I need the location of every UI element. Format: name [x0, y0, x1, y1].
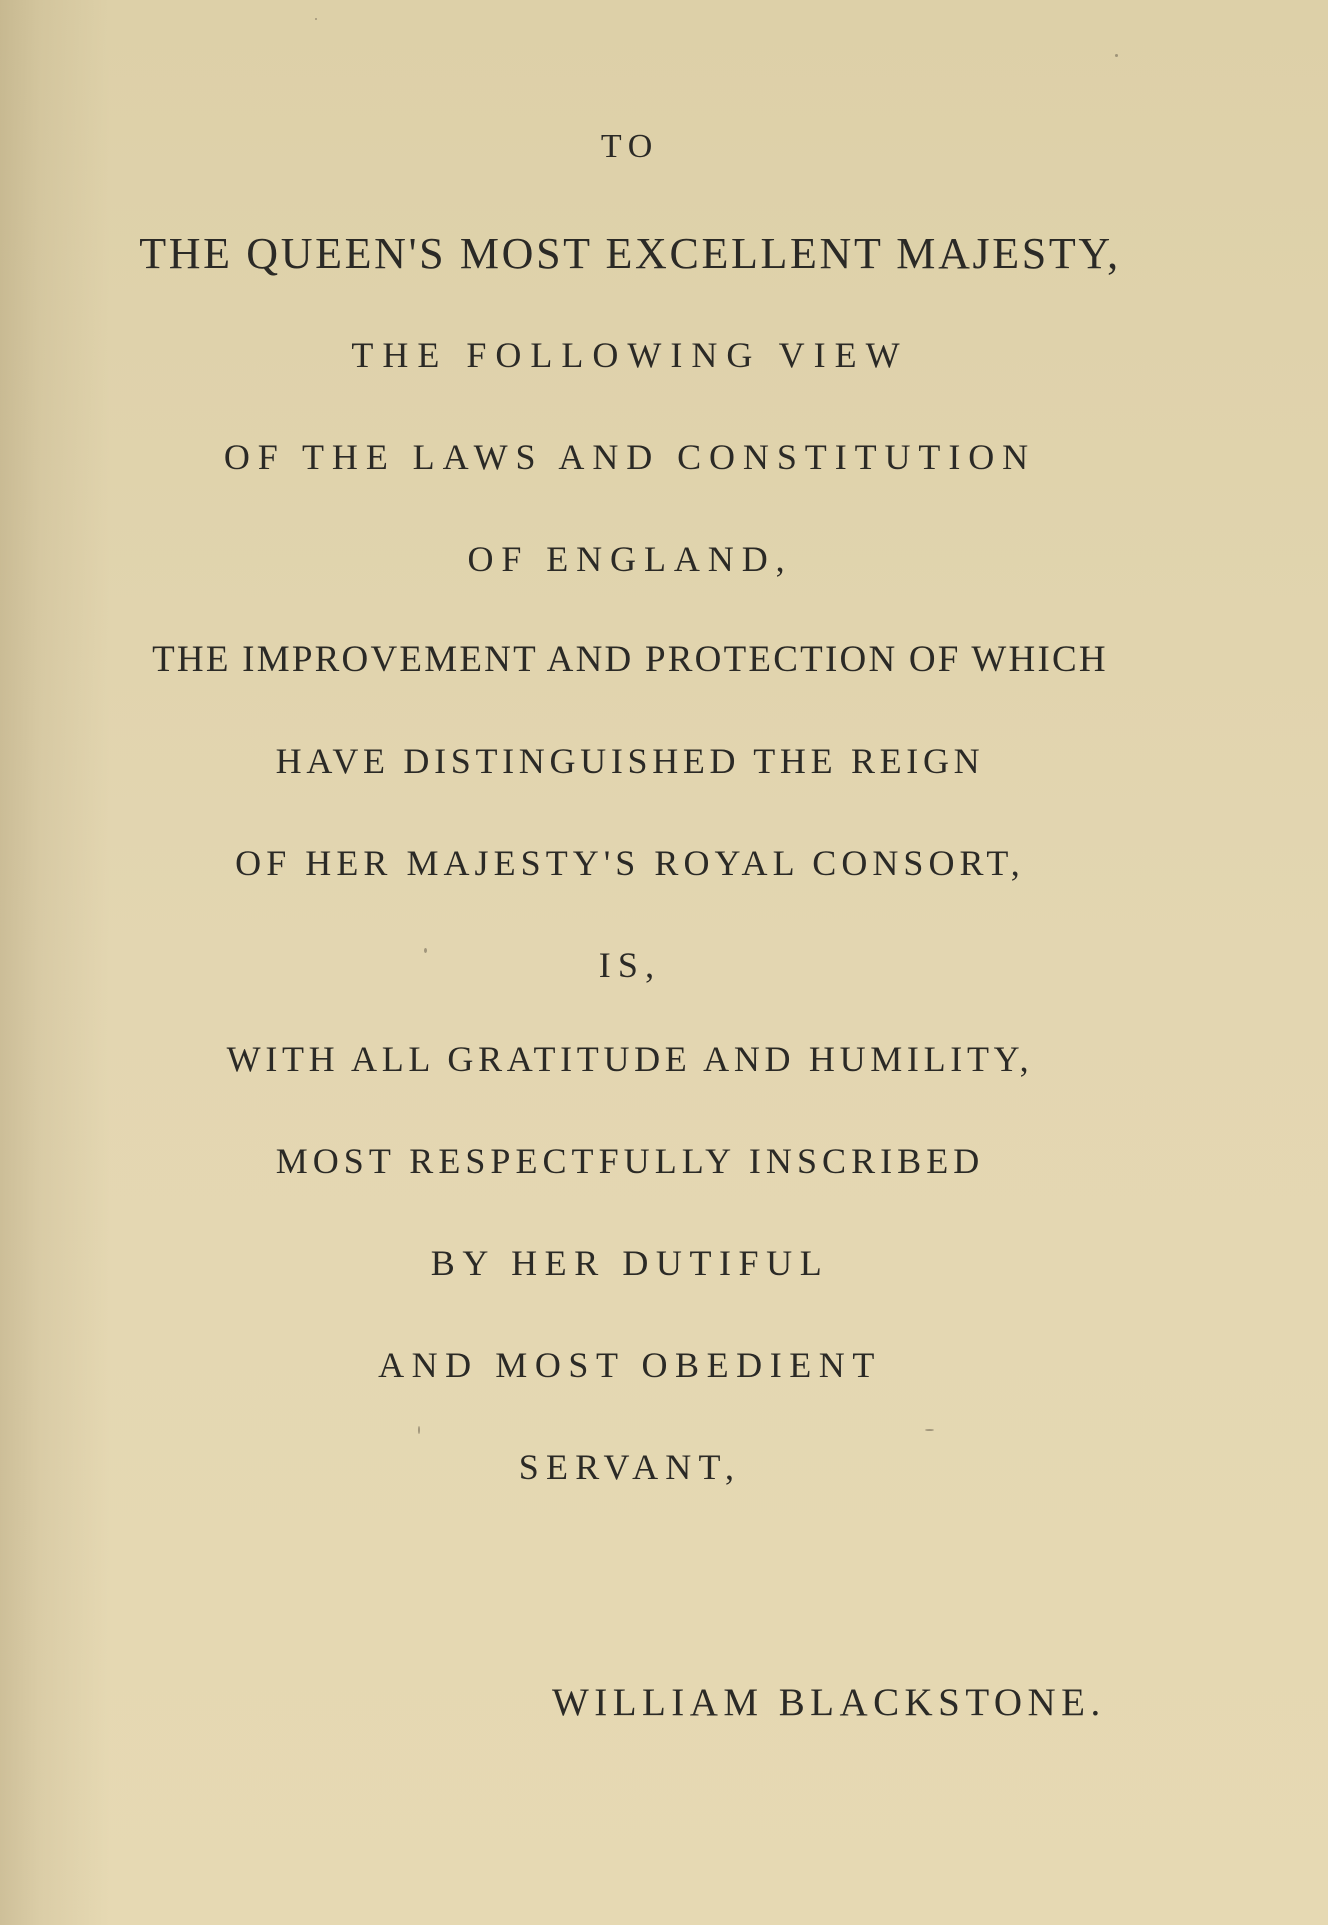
dedication-line-by: BY HER DUTIFUL	[430, 1243, 830, 1283]
dedication-line-england: OF ENGLAND,	[467, 539, 793, 579]
dedication-line-with: WITH ALL GRATITUDE AND HUMILITY,	[226, 1039, 1034, 1079]
signature: WILLIAM BLACKSTONE.	[552, 1681, 1106, 1724]
paper-speck	[424, 948, 427, 953]
dedication-addressee: THE QUEEN'S MOST EXCELLENT MAJESTY,	[139, 229, 1121, 278]
paper-speck	[418, 1426, 420, 1434]
dedication-line-is: IS,	[598, 945, 662, 985]
dedication-line-servant: SERVANT,	[518, 1447, 742, 1487]
dedication-line-laws: OF THE LAWS AND CONSTITUTION	[223, 437, 1037, 477]
dedication-line-improvement: THE IMPROVEMENT AND PROTECTION OF WHICH	[152, 639, 1108, 680]
dedication-line-her: OF HER MAJESTY'S ROYAL CONSORT,	[235, 843, 1025, 883]
dedication-line-following: THE FOLLOWING VIEW	[351, 335, 909, 375]
dedication-line-have: HAVE DISTINGUISHED THE REIGN	[275, 741, 985, 781]
paper-speck	[1115, 54, 1118, 57]
dedication-line-most: MOST RESPECTFULLY INSCRIBED	[275, 1141, 985, 1181]
dedication-line-and: AND MOST OBEDIENT	[378, 1345, 882, 1385]
paper-speck	[925, 1429, 934, 1431]
paper-speck	[315, 18, 317, 20]
dedication-to: TO	[600, 128, 660, 165]
